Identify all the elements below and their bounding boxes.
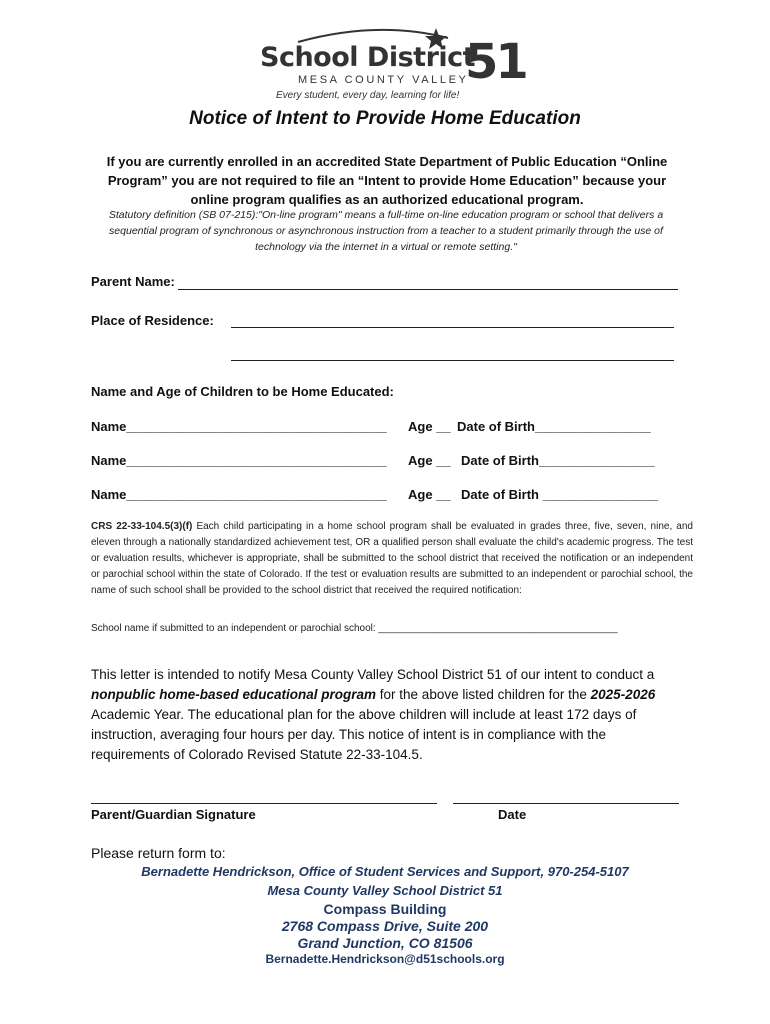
parent-name-label: Parent Name: [91, 274, 175, 289]
child-name-field[interactable]: Name____________________________________ [91, 419, 387, 434]
school-name-field[interactable]: School name if submitted to an independent or parochial school: ___________________________________________ [91, 623, 618, 634]
intro-paragraph: If you are currently enrolled in an accredited State Department of Public Education “Online Program” you are not required to file an “Intent to provide Home Education” because your online program qualifies as an authorized educational program. [106, 154, 668, 207]
page-title: Notice of Intent to Provide Home Education [189, 108, 581, 129]
logo-tagline: Every student, every day, learning for life! [276, 90, 460, 101]
child-age-field[interactable]: Age __ [408, 453, 451, 468]
child-name-field[interactable]: Name____________________________________ [91, 453, 387, 468]
children-heading: Name and Age of Children to be Home Educated: [91, 384, 394, 399]
date-label: Date [498, 807, 527, 822]
child-age-field[interactable]: Age __ [408, 419, 451, 434]
logo-county: MESA COUNTY VALLEY [298, 74, 469, 86]
contact-line: Bernadette Hendrickson, Office of Student Services and Support, 970-254-5107 [141, 864, 629, 879]
date-field[interactable] [453, 803, 679, 804]
crs-text: Each child participating in a home school program shall be evaluated in grades three, five, seven, nine, and eleven through a nationally standardized achievement test, OR a qualified person shall evaluate the child's academic progress. The test or evaluation results, whichever is appropriate, shall be submitted to the school district that received the notification or an independent or parochial school within the state of Colorado. If the test or evaluation results are submitted to an independent or parochial school, the name of such school shall be provided to the school district that received the required notification: [91, 521, 693, 596]
logo-number: 51 [465, 34, 526, 90]
logo-name: School District [260, 42, 476, 73]
child-dob-field[interactable]: Date of Birth________________ [461, 453, 655, 468]
parent-name-field[interactable] [178, 289, 678, 290]
district-logo [258, 22, 528, 104]
crs-reference: CRS 22-33-104.5(3)(f) [91, 521, 193, 532]
signature-label: Parent/Guardian Signature [91, 807, 256, 822]
intent-letter [91, 665, 683, 765]
child-dob-field[interactable]: Date of Birth________________ [457, 419, 651, 434]
address-line2: Grand Junction, CO 81506 [297, 935, 473, 951]
residence-label: Place of Residence: [91, 313, 214, 328]
child-dob-field[interactable]: Date of Birth ________________ [461, 487, 659, 502]
letter-part1: This letter is intended to notify Mesa County Valley School District 51 of our intent to conduct a [91, 667, 655, 682]
letter-emphasis-year: 2025-2026 [590, 687, 656, 702]
child-name-field[interactable]: Name____________________________________ [91, 487, 387, 502]
statutory-definition: Statutory definition (SB 07-215):"On-line program" means a full-time on-line education program or school that delivers a sequential program of synchronous or asynchronous instruction from a teacher to a student primarily through the use of technology via the internet in a virtual or remote setting." [108, 209, 664, 253]
return-label: Please return form to: [91, 845, 226, 861]
letter-part3: Academic Year. The educational plan for the above children will include at least 172 days of instruction, averaging four hours per day. This notice of intent is in compliance with the requirements of Colorado Revised Statute 22-33-104.5. [91, 707, 637, 762]
address-line1: 2768 Compass Drive, Suite 200 [281, 918, 489, 934]
email-link[interactable]: Bernadette.Hendrickson@d51schools.org [265, 952, 505, 966]
building-line: Compass Building [323, 901, 447, 917]
residence-field-line2[interactable] [231, 360, 674, 361]
residence-field-line1[interactable] [231, 327, 674, 328]
signature-field[interactable] [91, 803, 437, 804]
letter-part2: for the above listed children for the [376, 687, 591, 702]
child-age-field[interactable]: Age __ [408, 487, 451, 502]
district-line: Mesa County Valley School District 51 [267, 883, 503, 898]
letter-emphasis-program: nonpublic home-based educational program [91, 687, 377, 702]
crs-paragraph [91, 519, 693, 599]
